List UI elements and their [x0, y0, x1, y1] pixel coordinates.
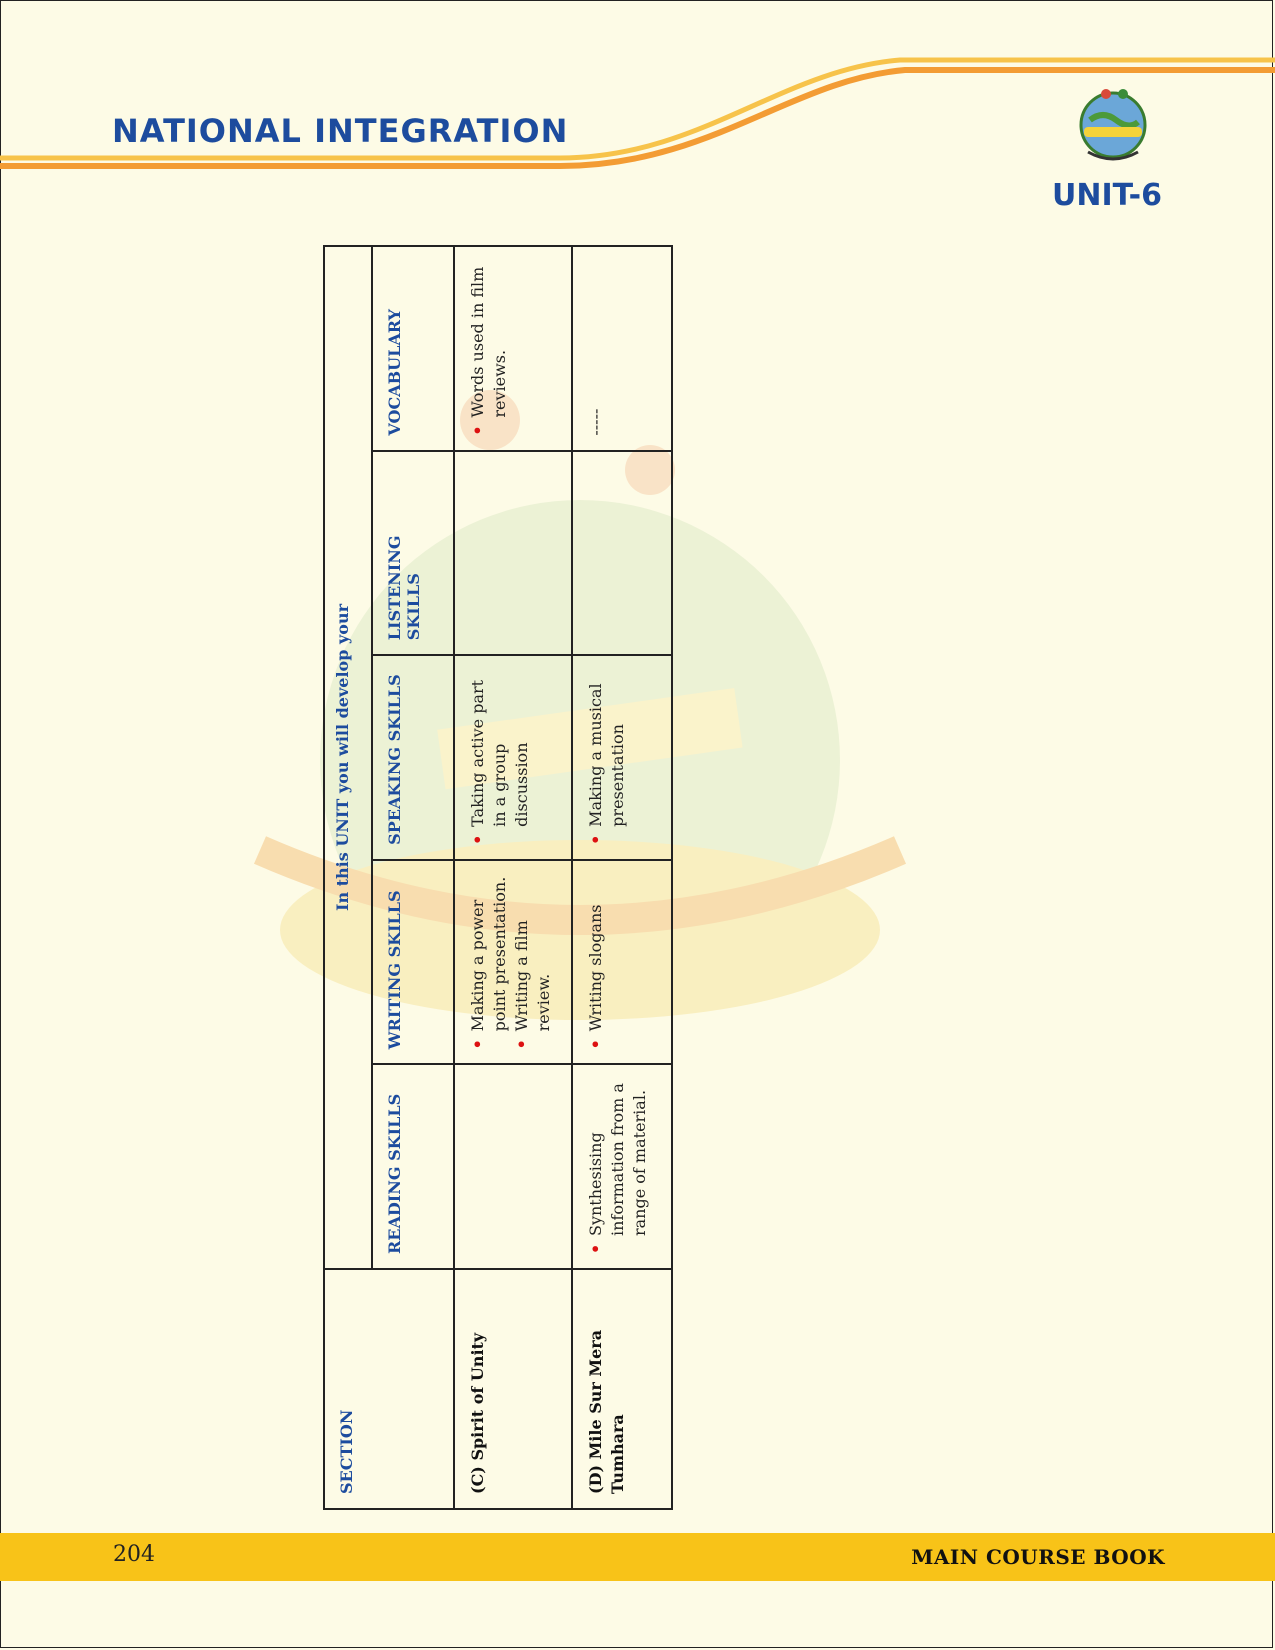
vocabulary-cell	[454, 246, 572, 451]
list-item: • Words used in film reviews.	[467, 261, 511, 436]
list-item: • Writing a film review.	[511, 875, 555, 1050]
cbse-logo-icon	[1068, 80, 1158, 170]
listening-cell	[454, 451, 572, 656]
table-caption: In this UNIT you will develop your	[324, 246, 372, 1269]
list-item: • Taking active part in a group discussion	[467, 670, 533, 845]
section-name: (C) Spirit of Unity	[454, 1269, 572, 1509]
skills-table	[323, 245, 673, 1510]
list-item: • Synthesising information from a range of material.	[585, 1079, 651, 1254]
column-header-reading: READING SKILLS	[372, 1064, 454, 1269]
speaking-cell	[572, 655, 672, 860]
table-row	[572, 246, 672, 1509]
table-row	[454, 246, 572, 1509]
writing-cell	[572, 860, 672, 1065]
list-item: • Writing slogans	[585, 875, 607, 1050]
section-name: (D) Mile Sur Mera Tumhara	[572, 1269, 672, 1509]
writing-cell	[454, 860, 572, 1065]
skills-table-rotated	[323, 245, 673, 1510]
vocabulary-cell: -----	[572, 246, 672, 451]
list-item: • Making a power point presentation.	[467, 875, 511, 1050]
column-header-writing: WRITING SKILLS	[372, 860, 454, 1065]
section-header: SECTION	[324, 1269, 454, 1509]
page-number: 204	[113, 1542, 155, 1567]
reading-cell	[454, 1064, 572, 1269]
speaking-cell	[454, 655, 572, 860]
book-name: MAIN COURSE BOOK	[911, 1545, 1165, 1569]
reading-cell	[572, 1064, 672, 1269]
listening-cell	[572, 451, 672, 656]
column-header-listening: LISTENING SKILLS	[372, 451, 454, 656]
unit-theme-title: NATIONAL INTEGRATION	[112, 112, 569, 150]
unit-number: UNIT-6	[1052, 178, 1163, 213]
list-item: • Making a musical presentation	[585, 670, 629, 845]
column-header-speaking: SPEAKING SKILLS	[372, 655, 454, 860]
column-header-vocabulary: VOCABULARY	[372, 246, 454, 451]
